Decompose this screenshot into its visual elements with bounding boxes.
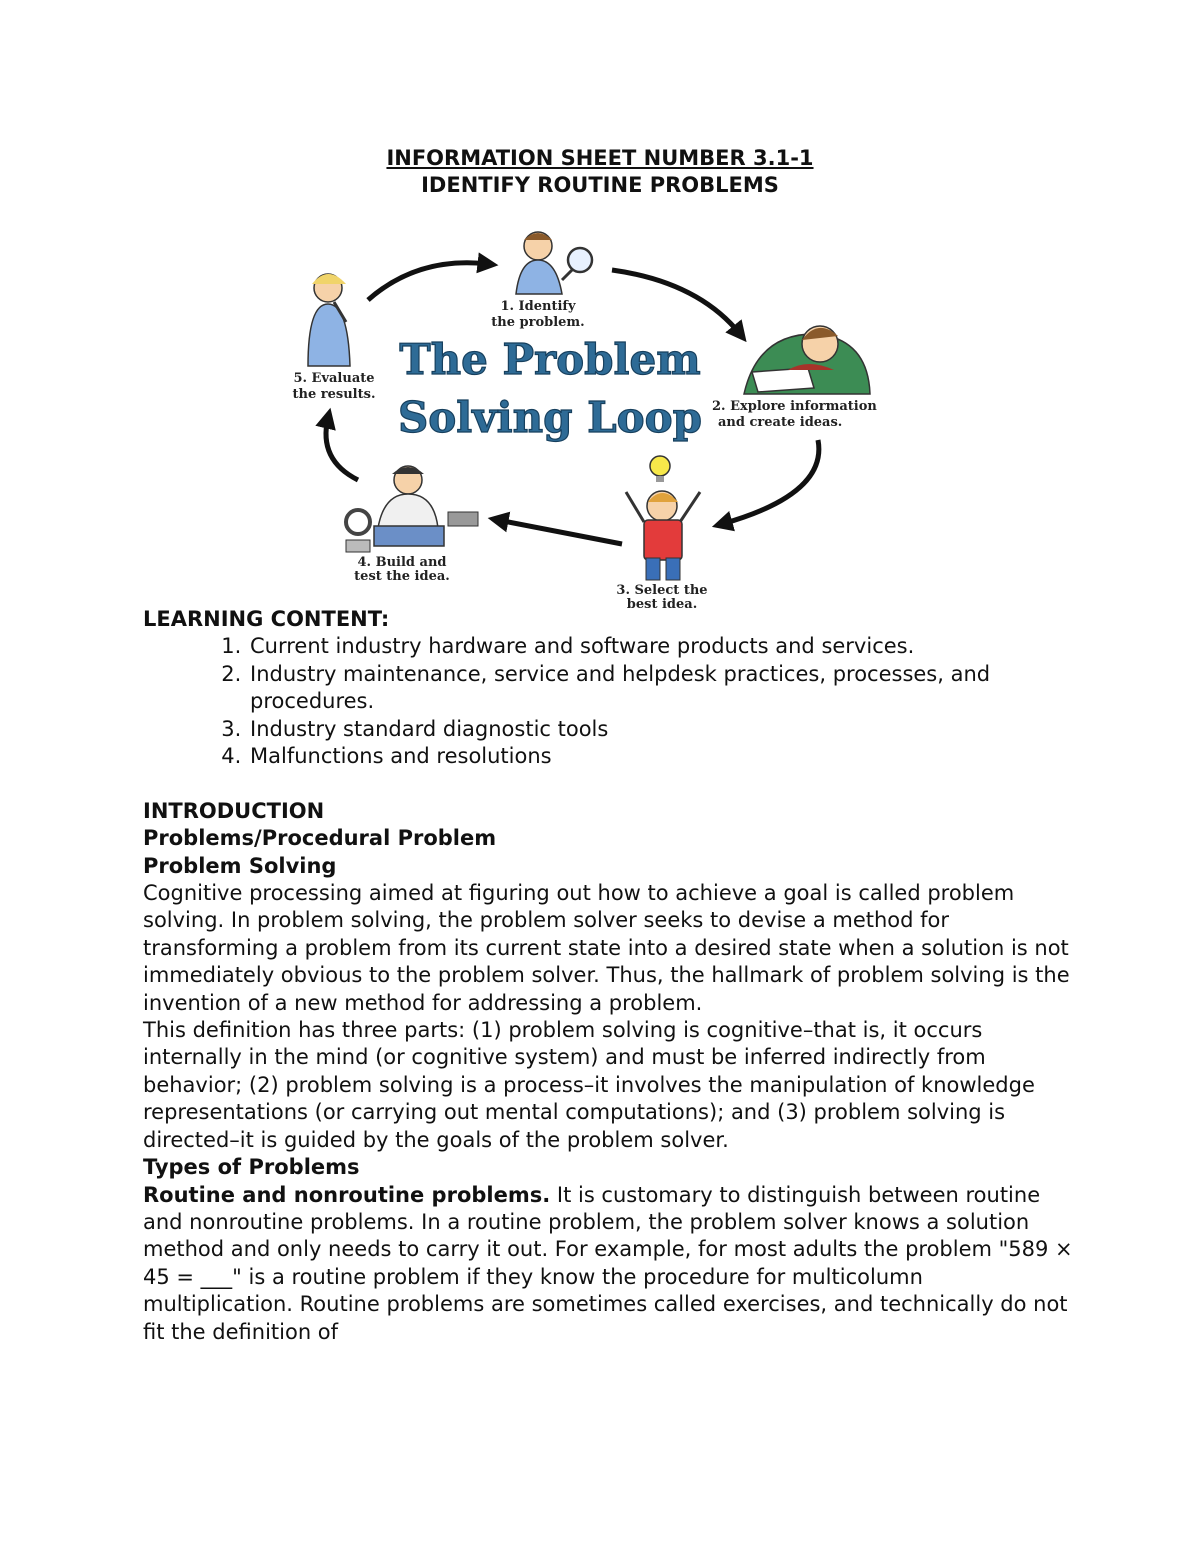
loop-arrow-3 [722, 440, 819, 524]
learning-item: 3. Industry standard diagnostic tools [248, 716, 1073, 743]
step3-caption-line1: 3. Select the [616, 583, 708, 598]
problem-solving-loop-figure [288, 222, 892, 614]
loop-arrow-1 [368, 263, 488, 300]
loop-arrow-5 [326, 418, 358, 480]
step2-caption-line2: and create ideas. [718, 415, 843, 430]
learning-item: 2. Industry maintenance, service and helpdesk practices, processes, and procedures. [248, 661, 1073, 716]
figure-select-idea-icon [626, 456, 700, 580]
learning-item: 1. Current industry hardware and software products and services. [248, 633, 1073, 660]
routine-problems-text: It is customary to distinguish between routine and nonroutine problems. In a routine problem, the problem solver knows a solution method and only needs to carry it out. For example, for most adults the problem "589 × 45 = ___" is a routine problem if they know the procedure for multicolumn multiplication. Routine problems are sometimes called exercises, and technically do not fit the definition of [143, 1182, 1073, 1344]
types-of-problems-heading: Types of Problems [143, 1155, 360, 1180]
routine-problems-paragraph [143, 1182, 1073, 1346]
step4-caption-line1: 4. Build and [357, 555, 447, 570]
step5-caption-line1: 5. Evaluate [293, 371, 375, 386]
figure-build-test-icon [346, 466, 478, 552]
problem-solving-heading: Problem Solving [143, 853, 337, 878]
step5-caption-line2: the results. [292, 387, 376, 402]
sheet-subtitle: IDENTIFY ROUTINE PROBLEMS [421, 173, 779, 197]
figure-identify-icon [516, 232, 592, 294]
step4-caption-line2: test the idea. [354, 569, 450, 584]
loop-arrow-4 [498, 520, 622, 544]
learning-content-list [143, 633, 1073, 770]
learning-content-heading: LEARNING CONTENT: [143, 607, 390, 631]
routine-problems-lead: Routine and nonroutine problems. [143, 1182, 551, 1207]
document-body [143, 606, 1073, 1346]
step1-caption-line2: the problem. [491, 315, 585, 330]
introduction-heading: INTRODUCTION [143, 798, 325, 823]
step2-caption-line1: 2. Explore information [712, 399, 877, 414]
loop-title-line2: Solving Loop [397, 393, 703, 442]
learning-item: 4. Malfunctions and resolutions [248, 743, 1073, 770]
procedural-problem-heading: Problems/Procedural Problem [143, 826, 497, 851]
loop-arrow-2 [612, 270, 740, 334]
sheet-title: INFORMATION SHEET NUMBER 3.1-1 [386, 146, 814, 170]
step3-caption-line2: best idea. [626, 597, 698, 612]
problem-solving-paragraph: Cognitive processing aimed at figuring out how to achieve a goal is called problem solving. In problem solving, the problem solver seeks to devise a method for transforming a problem from its current state into a desired state when a solution is not immediately obvious to the problem solver. Thus, the hallmark of problem solving is the invention of a new method for addressing a problem. [143, 881, 1070, 1015]
figure-evaluate-icon [308, 274, 350, 366]
figure-explore-icon [744, 326, 870, 394]
step1-caption-line1: 1. Identify [500, 299, 576, 314]
loop-title-line1: The Problem [399, 335, 701, 384]
definition-paragraph: This definition has three parts: (1) problem solving is cognitive–that is, it occurs internally in the mind (or cognitive system) and must be inferred indirectly from behavior; (2) problem solving is a process–it involves the manipulation of knowledge representations (or carrying out mental computations); and (3) problem solving is directed–it is guided by the goals of the problem solver. [143, 1018, 1035, 1152]
